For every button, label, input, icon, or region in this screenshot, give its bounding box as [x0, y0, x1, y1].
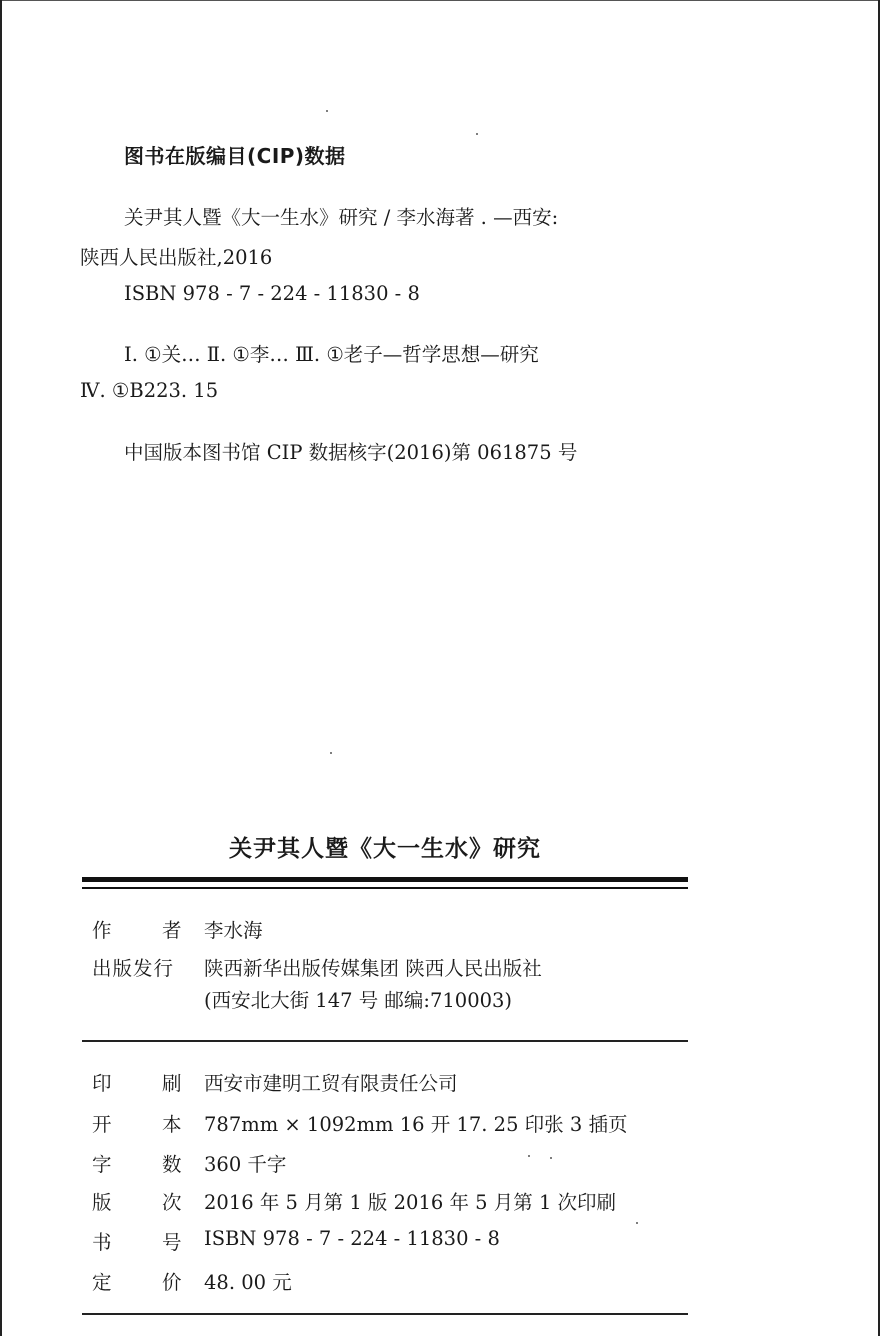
page-left-border [0, 0, 2, 1336]
colophon-row-word-count [92, 1149, 287, 1176]
colophon-bottom-rule [82, 1313, 688, 1315]
publisher-value: 陕西新华出版传媒集团 陕西人民出版社 [204, 957, 542, 980]
colophon-row-edition [92, 1187, 617, 1214]
colophon-row-author [92, 915, 263, 942]
author-label-a: 作 [92, 919, 112, 942]
format-label-b: 本 [162, 1113, 182, 1136]
printer-value: 西安市建明工贸有限责任公司 [204, 1072, 458, 1095]
colophon-row-printer [92, 1068, 458, 1095]
format-value: 787mm × 1092mm 16 开 17. 25 印张 3 插页 [204, 1113, 628, 1136]
cip-publisher-line: 陕西人民出版社,2016 [80, 246, 273, 269]
scan-speck [550, 1157, 552, 1159]
word-count-value: 360 千字 [204, 1153, 287, 1176]
colophon-row-format [92, 1109, 628, 1136]
edition-label-b: 次 [162, 1191, 182, 1214]
word-count-label-a: 字 [92, 1153, 112, 1176]
colophon-row-price [92, 1267, 292, 1294]
isbn-label-b: 号 [162, 1231, 182, 1254]
author-value: 李水海 [204, 919, 263, 942]
colophon-book-title: 关尹其人暨《大一生水》研究 [229, 836, 541, 862]
scan-speck [476, 133, 478, 135]
edition-value: 2016 年 5 月第 1 版 2016 年 5 月第 1 次印刷 [204, 1191, 617, 1214]
edition-label-a: 版 [92, 1191, 112, 1214]
publisher-address: (西安北大街 147 号 邮编:710003) [204, 989, 513, 1012]
format-label-a: 开 [92, 1113, 112, 1136]
isbn-value: ISBN 978 - 7 - 224 - 11830 - 8 [204, 1227, 500, 1250]
cip-isbn-line: ISBN 978 - 7 - 224 - 11830 - 8 [124, 282, 420, 305]
page-top-edge [0, 0, 880, 1]
scan-speck [636, 1222, 638, 1224]
scan-speck [330, 752, 332, 754]
price-label-a: 定 [92, 1271, 112, 1294]
scan-speck [326, 110, 328, 112]
cip-record-number-line: 中国版本图书馆 CIP 数据核字(2016)第 061875 号 [124, 441, 578, 464]
publisher-label: 出版发行 [92, 957, 175, 980]
scan-speck [528, 1155, 530, 1157]
colophon-row-isbn [92, 1227, 500, 1254]
colophon-row-publisher [92, 953, 542, 980]
colophon-top-thin-rule [82, 887, 688, 889]
cip-subject-line: Ⅰ. ①关… Ⅱ. ①李… Ⅲ. ①老子—哲学思想—研究 [124, 343, 539, 366]
price-label-b: 价 [162, 1271, 182, 1294]
author-label-b: 者 [162, 919, 182, 942]
colophon-top-thick-rule [82, 877, 688, 882]
isbn-label-a: 书 [92, 1231, 112, 1254]
price-value: 48. 00 元 [204, 1271, 292, 1294]
cip-classification-line: Ⅳ. ①B223. 15 [80, 379, 219, 402]
cip-title-line: 关尹其人暨《大一生水》研究 / 李水海著 . —西安: [124, 206, 559, 229]
colophon-middle-rule [82, 1040, 688, 1042]
printer-label-a: 印 [92, 1072, 112, 1095]
word-count-label-b: 数 [162, 1153, 182, 1176]
printer-label-b: 刷 [162, 1072, 182, 1095]
cip-heading: 图书在版编目(CIP)数据 [124, 144, 346, 168]
